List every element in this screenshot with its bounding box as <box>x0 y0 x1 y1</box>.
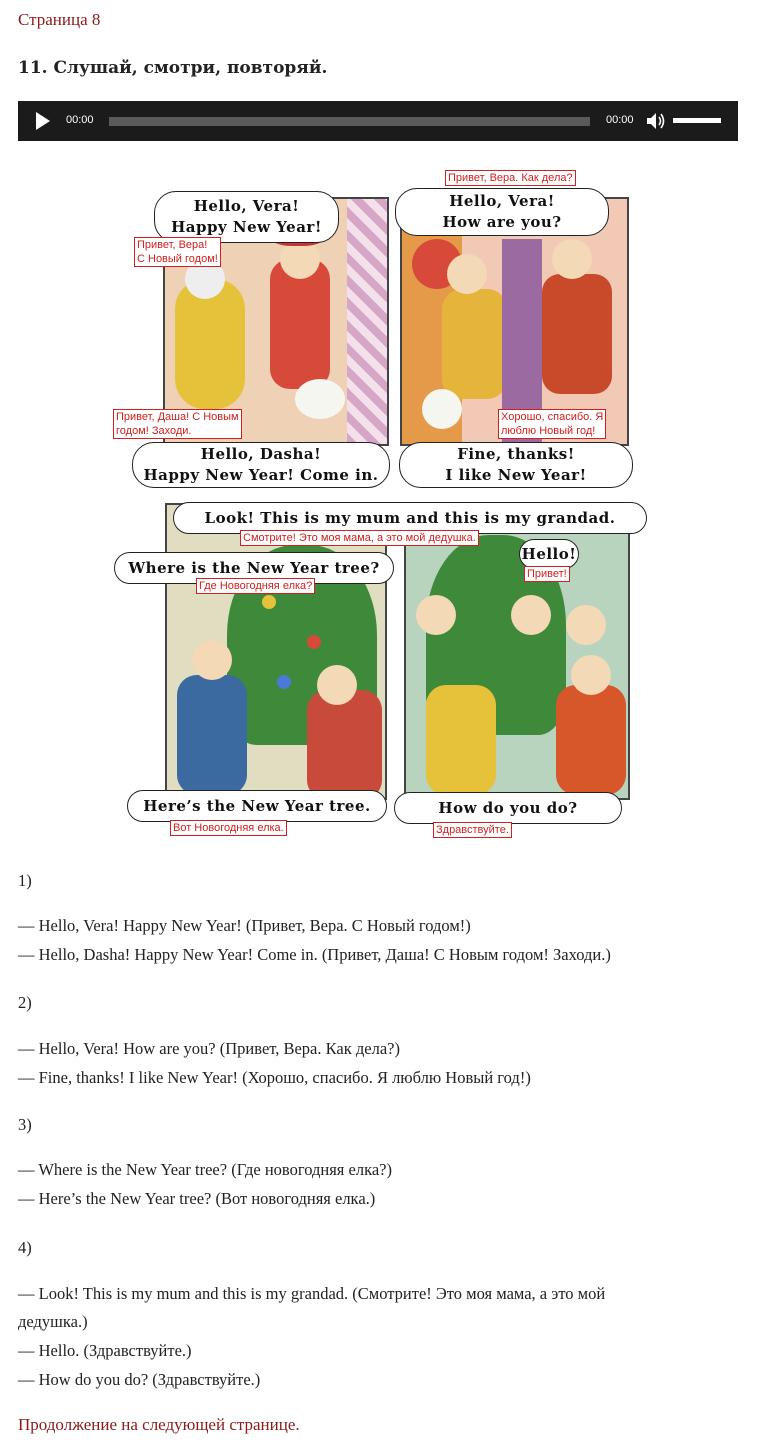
translation-label: Хорошо, спасибо. Я люблю Новый год! <box>498 409 606 439</box>
translation-label: Вот Новогодняя елка. <box>170 820 287 836</box>
dialogue-line: — Hello, Dasha! Happy New Year! Come in. (Привет, Даша! С Новым годом! Заходи.) <box>18 945 611 964</box>
speech-bubble-hello-dasha: Hello, Dasha! Happy New Year! Come in. <box>132 442 390 488</box>
speech-bubble-hello-vera-1: Hello, Vera! Happy New Year! <box>154 191 339 243</box>
dialogue-line: — Here’s the New Year tree? (Вот новогодняя елка.) <box>18 1189 376 1208</box>
translation-label: Привет! <box>524 566 570 582</box>
current-time: 00:00 <box>66 114 94 126</box>
dialogue-line: — Hello, Vera! Happy New Year! (Привет, Вера. С Новый годом!) <box>18 916 471 935</box>
translation-label: Где Новогодняя елка? <box>196 578 315 594</box>
speech-bubble-hello-vera-2: Hello, Vera! How are you? <box>395 188 609 236</box>
dialogue-line: — Look! This is my mum and this is my grandad. (Смотрите! Это моя мама, а это мой <box>18 1284 606 1303</box>
dialogue-line: — How do you do? (Здравствуйте.) <box>18 1370 261 1389</box>
audio-player <box>18 101 738 141</box>
dialogue-number: 2) <box>18 993 32 1012</box>
duration-time: 00:00 <box>606 114 634 126</box>
dialogue-line: — Where is the New Year tree? (Где новогодняя елка?) <box>18 1160 392 1179</box>
volume-icon[interactable] <box>646 112 666 130</box>
speech-bubble-where-tree: Where is the New Year tree? <box>114 552 394 584</box>
progress-track[interactable] <box>109 117 590 126</box>
volume-slider[interactable] <box>673 118 721 123</box>
translation-label: Здравствуйте. <box>433 822 512 838</box>
translation-label: Привет, Даша! С Новым годом! Заходи. <box>113 409 242 439</box>
dialogue-number: 4) <box>18 1238 32 1257</box>
dialogue-number: 3) <box>18 1115 32 1134</box>
translation-label: Смотрите! Это моя мама, а это мой дедушка. <box>240 530 479 546</box>
play-icon[interactable] <box>36 112 50 130</box>
dialogue-number: 1) <box>18 871 32 890</box>
dialogue-line: — Hello, Vera! How are you? (Привет, Вера. Как дела?) <box>18 1039 400 1058</box>
translation-label: Привет, Вера. Как дела? <box>445 170 576 186</box>
comic-panel-3 <box>165 503 387 800</box>
next-page-link[interactable]: Продолжение на следующей странице. <box>18 1415 300 1434</box>
dialogue-line: дедушка.) <box>18 1312 88 1331</box>
comic-panel-4 <box>404 503 630 800</box>
exercise-title: 11. Слушай, смотри, повторяй. <box>18 58 328 78</box>
speech-bubble-how-do-you-do: How do you do? <box>394 792 622 824</box>
speech-bubble-look: Look! This is my mum and this is my grandad. <box>173 502 647 534</box>
translation-label: Привет, Вера! С Новый годом! <box>134 237 221 267</box>
page-title: Страница 8 <box>18 10 101 29</box>
speech-bubble-fine-thanks: Fine, thanks! I like New Year! <box>399 442 633 488</box>
speech-bubble-here-tree: Here’s the New Year tree. <box>127 790 387 822</box>
speech-bubble-hello: Hello! <box>519 539 579 569</box>
dialogue-line: — Hello. (Здравствуйте.) <box>18 1341 192 1360</box>
dialogue-line: — Fine, thanks! I like New Year! (Хорошо, спасибо. Я люблю Новый год!) <box>18 1068 531 1087</box>
